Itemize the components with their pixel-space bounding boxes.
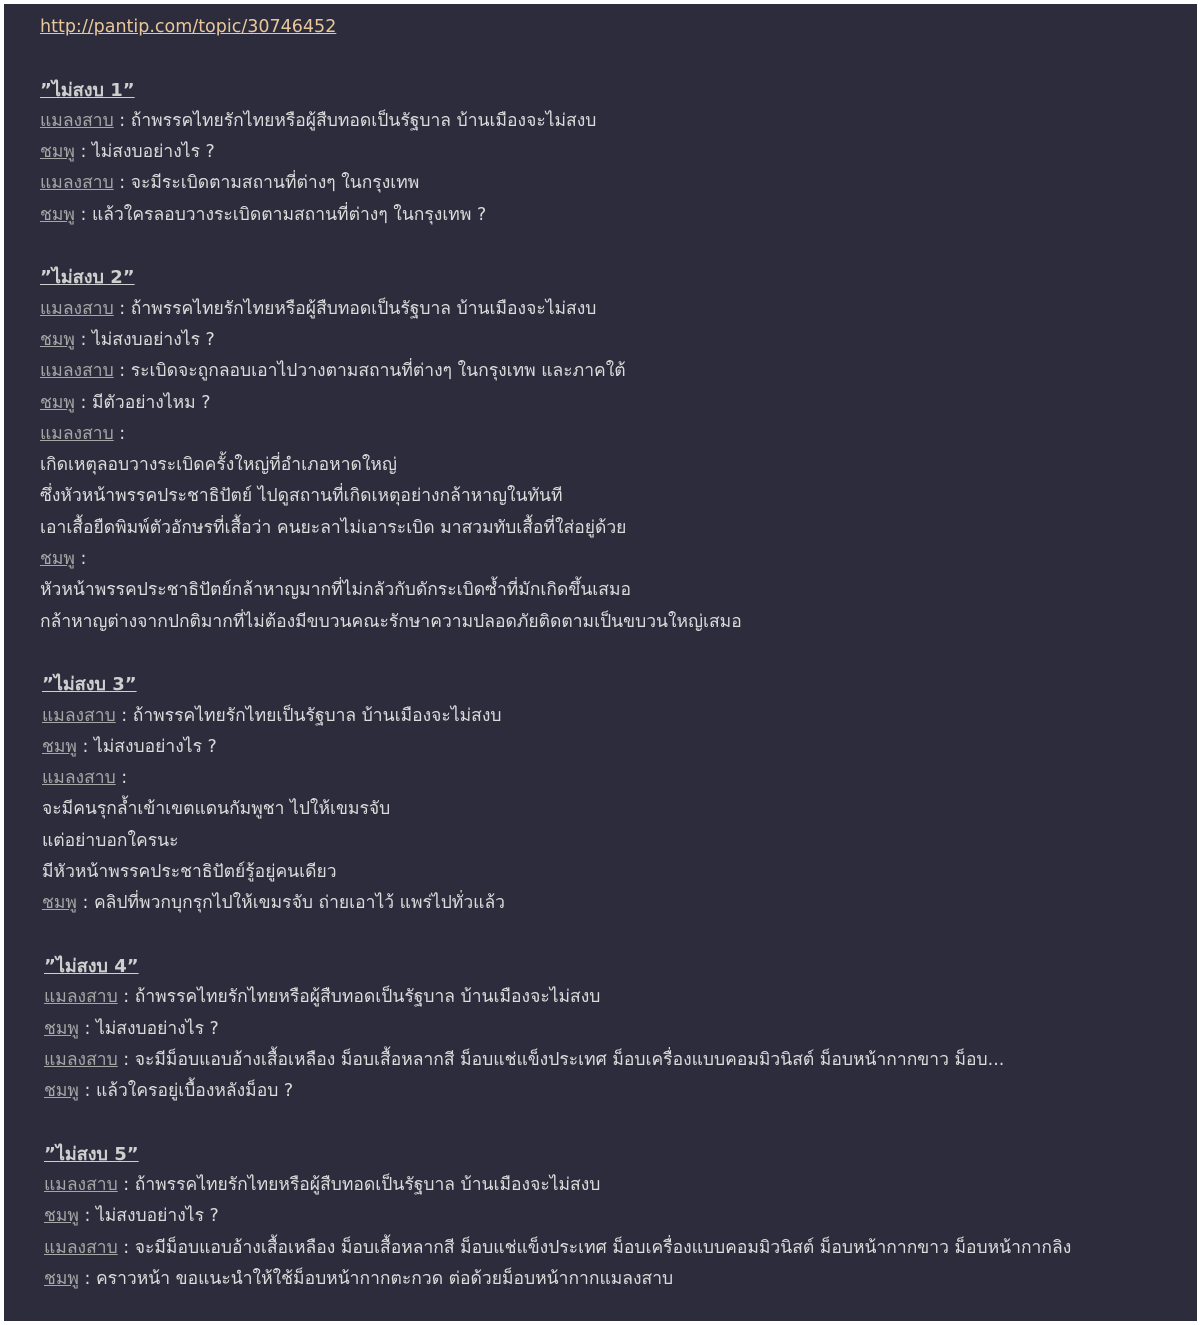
speaker-name: ชมพู [40,204,75,225]
dialogue-text: : จะมีระเบิดตามสถานที่ต่างๆ ในกรุงเทพ [113,173,420,194]
dialogue-text: : คราวหน้า ขอแนะนำให้ใช้ม็อบหน้ากากตะกวด ต่อด้วยม็อบหน้ากากแมลงสาบ [78,1268,674,1289]
source-link[interactable]: http://pantip.com/topic/30746452 [40,17,337,37]
dialogue-line [42,732,1197,763]
dialogue-text: : ถ้าพรรคไทยรักไทยเป็นรัฐบาล บ้านเมืองจะไม่สงบ [115,705,502,726]
post-content-panel [4,4,1197,1321]
narration-text: มีหัวหน้าพรรคประชาธิปัตย์รู้อยู่คนเดียว [42,862,337,883]
speaker-name: แมลงสาบ [40,423,114,444]
dialogue-line [40,294,1197,325]
narration-text: กล้าหาญต่างจากปกติมากที่ไม่ต้องมีขบวนคณะรักษาความปลอดภัยติดตามเป็นขบวนใหญ่เสมอ [40,611,742,632]
speaker-name: แมลงสาบ [44,1049,118,1070]
speaker-name: แมลงสาบ [42,768,116,789]
dialogue-text: : ถ้าพรรคไทยรักไทยหรือผู้สืบทอดเป็นรัฐบาล บ้านเมืองจะไม่สงบ [117,1174,601,1195]
dialogue-text: : ไม่สงบอย่างไร ? [74,329,215,350]
speaker-name: ชมพู [44,1268,79,1289]
speaker-name: ชมพู [40,392,75,413]
dialogue-text: : ไม่สงบอย่างไร ? [76,736,217,757]
dialogue-line [40,106,1197,137]
speaker-name: ชมพู [42,736,77,757]
section-title-line [40,75,1197,106]
speaker-name: ชมพู [40,142,75,163]
dialogue-text: : ถ้าพรรคไทยรักไทยหรือผู้สืบทอดเป็นรัฐบาล บ้านเมืองจะไม่สงบ [113,298,597,319]
dialogue-text: : [115,768,128,789]
section-title: ”ไม่สงบ 5” [44,1143,139,1165]
section-3 [42,669,1197,919]
speaker-name: แมลงสาบ [44,1237,118,1258]
dialogue-line [42,857,1197,888]
section-title-line [40,262,1197,293]
dialogue-line [40,544,1197,575]
dialogue-line [42,763,1197,794]
speaker-name: แมลงสาบ [40,110,114,131]
narration-text: เกิดเหตุลอบวางระเบิดครั้งใหญ่ที่อำเภอหาดใหญ่ [40,455,397,476]
dialogue-line [40,607,1197,638]
dialogue-line [40,481,1197,512]
speaker-name: ชมพู [40,549,75,570]
sections-container [40,43,1197,1295]
speaker-name: ชมพู [44,1206,79,1227]
dialogue-line [40,575,1197,606]
speaker-name: แมลงสาบ [40,298,114,319]
dialogue-text: : แล้วใครลอบวางระเบิดตามสถานที่ต่างๆ ในกรุงเทพ ? [74,204,487,225]
dialogue-text: : ระเบิดจะถูกลอบเอาไปวางตามสถานที่ต่างๆ ในกรุงเทพ และภาคใต้ [113,361,626,382]
dialogue-line [44,1076,1197,1107]
narration-text: แต่อย่าบอกใครนะ [42,830,179,851]
dialogue-line [40,450,1197,481]
dialogue-text: : ถ้าพรรคไทยรักไทยหรือผู้สืบทอดเป็นรัฐบาล บ้านเมืองจะไม่สงบ [113,110,597,131]
section-title: ”ไม่สงบ 1” [40,79,135,101]
dialogue-line [40,325,1197,356]
dialogue-line [42,794,1197,825]
blank-line [40,638,1197,669]
dialogue-line [42,888,1197,919]
narration-text: เอาเสื้อยืดพิมพ์ตัวอักษรที่เสื้อว่า คนยะลาไม่เอาระเบิด มาสวมทับเสื้อที่ใส่อยู่ด้วย [40,517,627,538]
section-5 [44,1139,1197,1295]
dialogue-text: : ไม่สงบอย่างไร ? [74,142,215,163]
source-link-line [40,12,1197,43]
speaker-name: ชมพู [42,893,77,914]
section-title-line [44,951,1197,982]
blank-line [40,43,1197,74]
dialogue-line [40,137,1197,168]
dialogue-text: : ถ้าพรรคไทยรักไทยหรือผู้สืบทอดเป็นรัฐบาล บ้านเมืองจะไม่สงบ [117,987,601,1008]
dialogue-line [40,356,1197,387]
speaker-name: ชมพู [40,329,75,350]
dialogue-line [44,1170,1197,1201]
dialogue-line [44,1045,1197,1076]
section-1 [40,75,1197,231]
dialogue-text: : มีตัวอย่างไหม ? [74,392,211,413]
section-title: ”ไม่สงบ 2” [40,267,135,289]
dialogue-text: : [113,423,126,444]
speaker-name: แมลงสาบ [44,1174,118,1195]
section-title-line [42,669,1197,700]
blank-line [40,1107,1197,1138]
speaker-name: ชมพู [44,1018,79,1039]
section-4 [44,951,1197,1107]
blank-line [40,920,1197,951]
dialogue-text: : ไม่สงบอย่างไร ? [78,1206,219,1227]
dialogue-text: : แล้วใครอยู่เบื้องหลังม็อบ ? [78,1081,294,1102]
dialogue-text: : ไม่สงบอย่างไร ? [78,1018,219,1039]
dialogue-line [44,1201,1197,1232]
narration-text: หัวหน้าพรรคประชาธิปัตย์กล้าหาญมากที่ไม่กลัวกับดักระเบิดซ้ำที่มักเกิดขึ้นเสมอ [40,580,632,601]
narration-text: ซึ่งหัวหน้าพรรคประชาธิปัตย์ ไปดูสถานที่เกิดเหตุอย่างกล้าหาญในทันที [40,486,563,507]
dialogue-line [44,1233,1197,1264]
section-title: ”ไม่สงบ 4” [44,955,139,977]
dialogue-line [42,826,1197,857]
section-title: ”ไม่สงบ 3” [42,674,137,696]
dialogue-text: : คลิปที่พวกบุกรุกไปให้เขมรจับ ถ่ายเอาไว้ แพร่ไปทั่วแล้ว [76,893,506,914]
dialogue-text: : จะมีม็อบแอบอ้างเสื้อเหลือง ม็อบเสื้อหลากสี ม็อบแช่แข็งประเทศ ม็อบเครื่องแบบคอมมิวนิสต์ ม็อบหน้ากากขาว ม็อบหน้ากากลิง [117,1237,1072,1258]
dialogue-line [40,168,1197,199]
dialogue-line [44,1014,1197,1045]
speaker-name: แมลงสาบ [42,705,116,726]
speaker-name: แมลงสาบ [40,361,114,382]
dialogue-line [40,388,1197,419]
dialogue-line [40,419,1197,450]
dialogue-line [40,513,1197,544]
section-title-line [44,1139,1197,1170]
narration-text: จะมีคนรุกล้ำเข้าเขตแดนกัมพูชา ไปให้เขมรจับ [42,799,391,820]
section-2 [40,262,1197,638]
dialogue-line [44,1264,1197,1295]
speaker-name: ชมพู [44,1081,79,1102]
blank-line [40,231,1197,262]
dialogue-text: : จะมีม็อบแอบอ้างเสื้อเหลือง ม็อบเสื้อหลากสี ม็อบแช่แข็งประเทศ ม็อบเครื่องแบบคอมมิวนิสต์ ม็อบหน้ากากขาว ม็อบ... [117,1049,1005,1070]
speaker-name: แมลงสาบ [44,987,118,1008]
dialogue-line [44,982,1197,1013]
dialogue-text: : [74,549,87,570]
dialogue-line [42,701,1197,732]
speaker-name: แมลงสาบ [40,173,114,194]
dialogue-line [40,200,1197,231]
